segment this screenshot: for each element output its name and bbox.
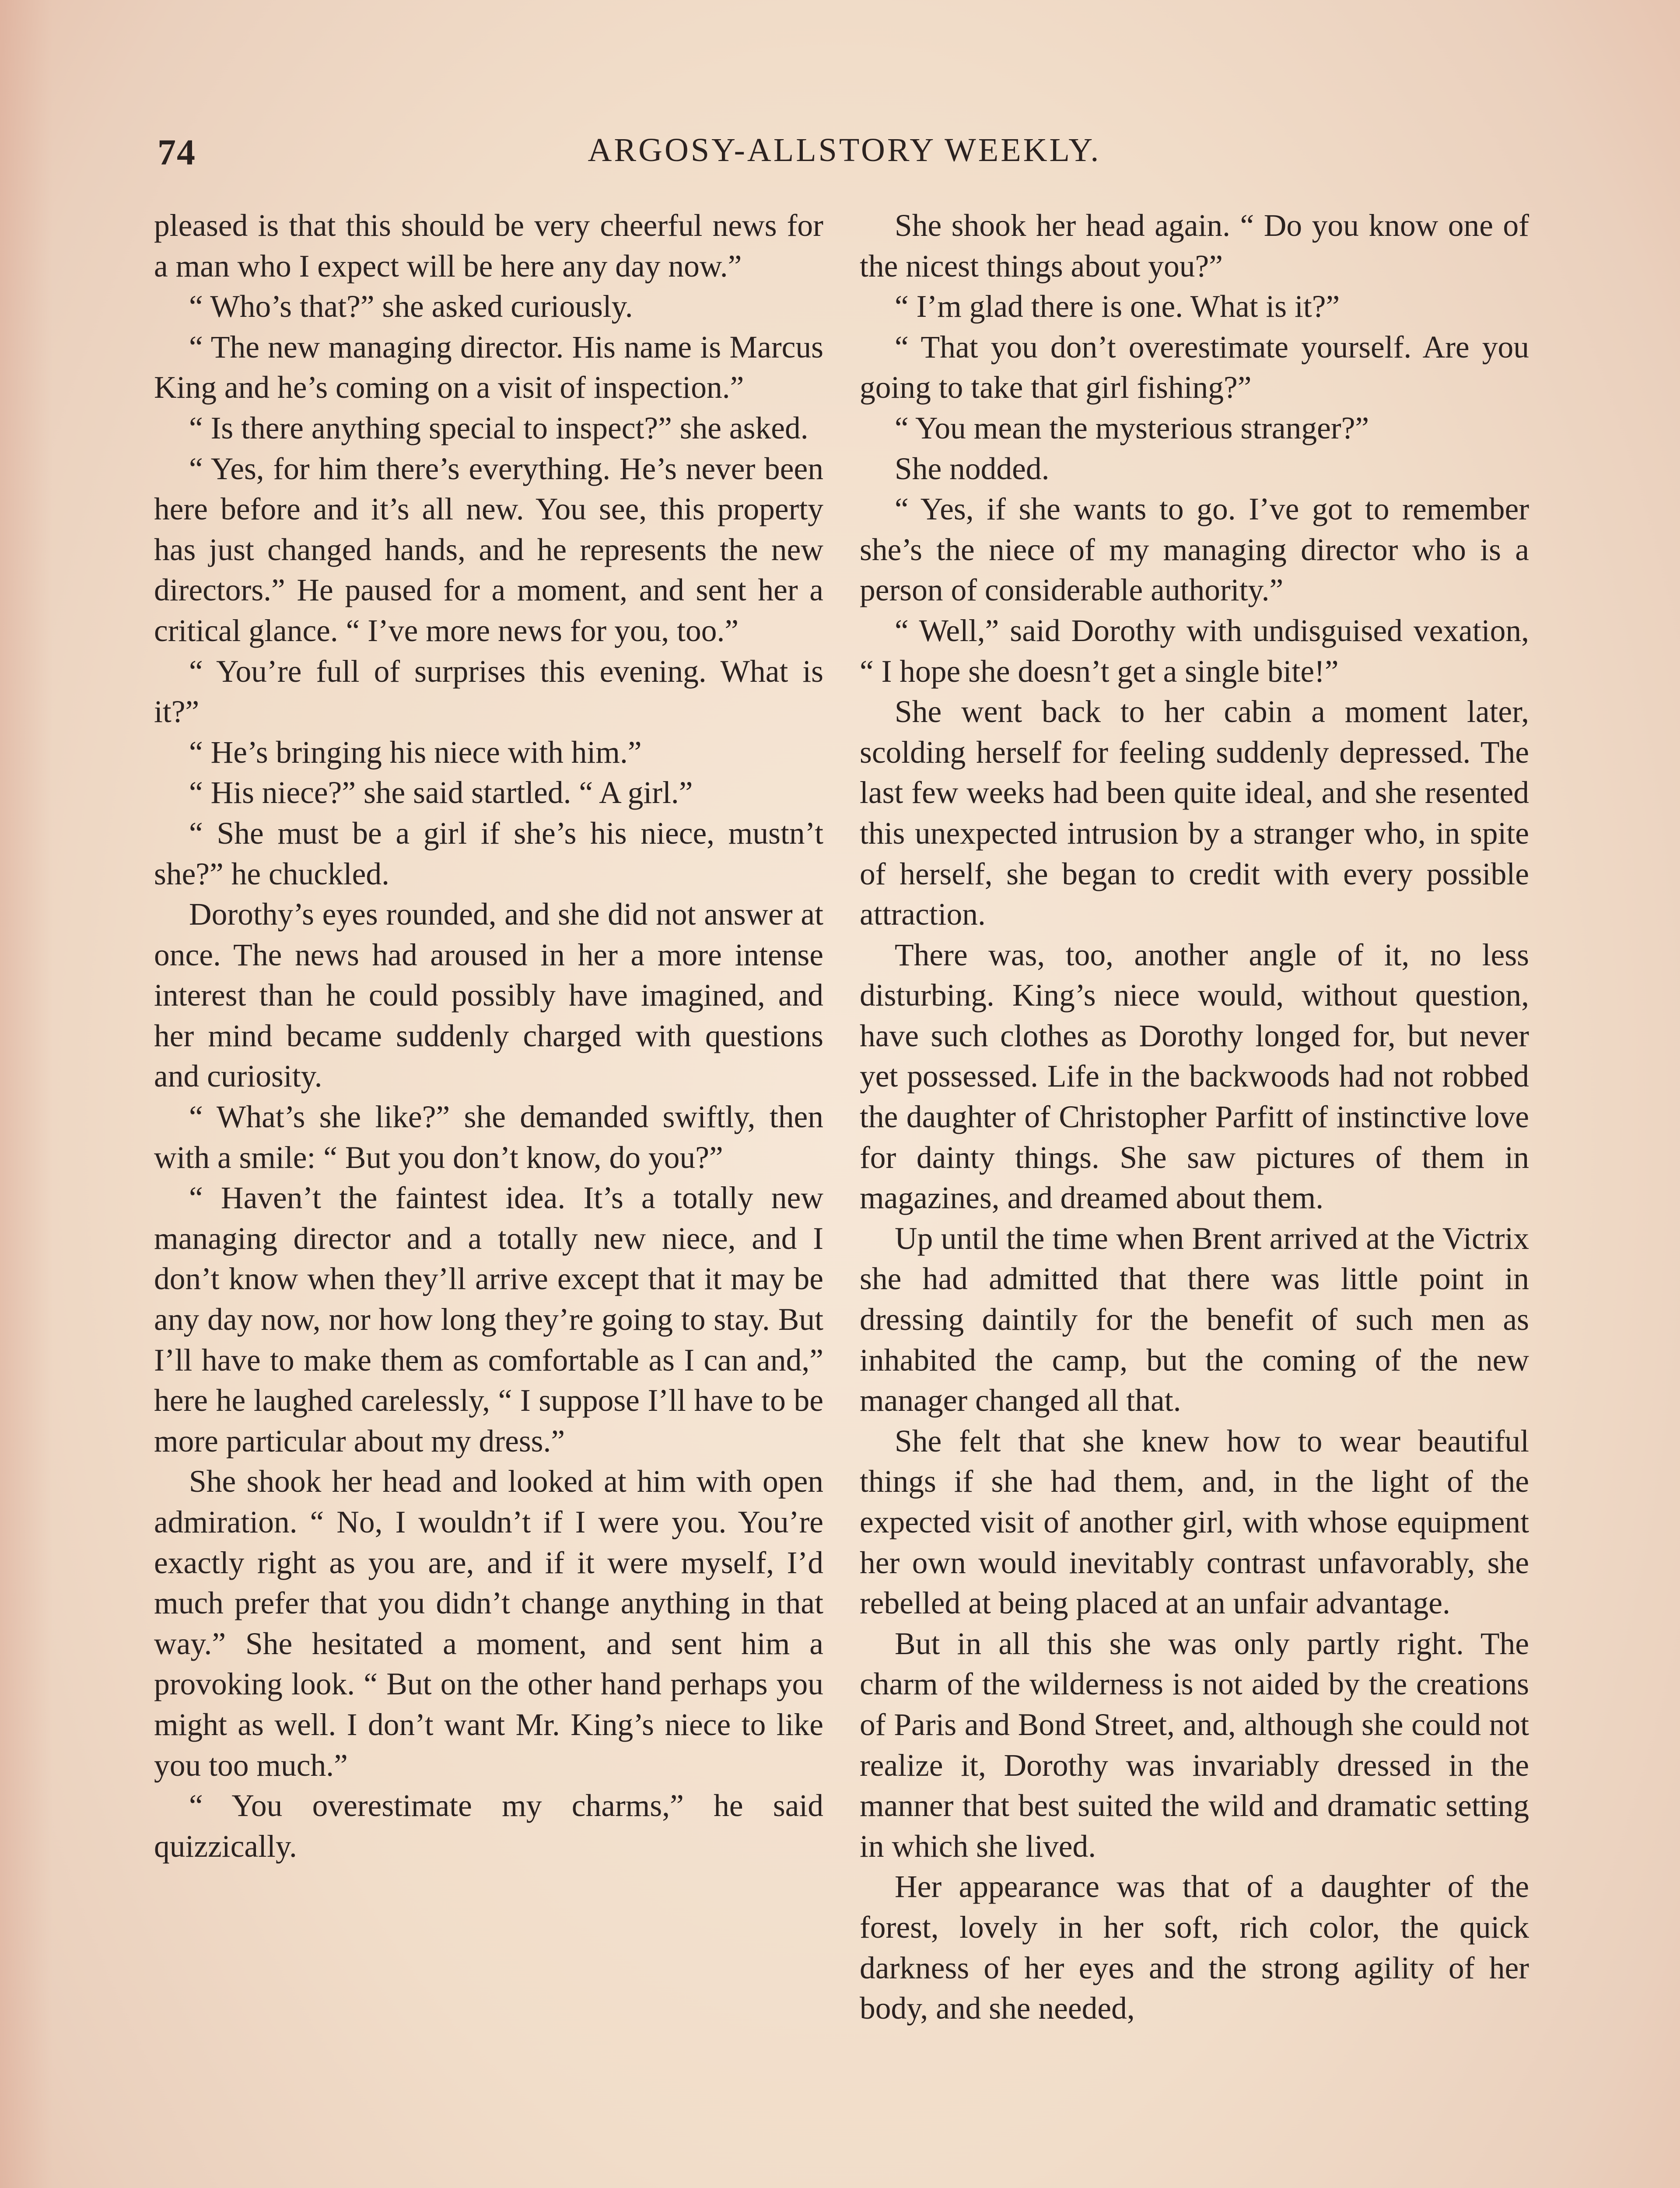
- running-head: ARGOSY-ALLSTORY WEEKLY.: [588, 132, 1101, 168]
- paragraph: “ What’s she like?” she demanded swiftly, then with a smile: “ But you don’t know, do you?”: [154, 1100, 823, 1175]
- paragraph: Dorothy’s eyes rounded, and she did not answer at once. The news had aroused in her a more intense interest than he could possibly have imagined, and her mind became suddenly charged with questions and curiosity.: [154, 897, 823, 1094]
- paragraph: “ The new managing director. His name is Marcus King and he’s coming on a visit of inspection.”: [154, 330, 823, 405]
- paragraph: “ You’re full of surprises this evening. What is it?”: [154, 654, 823, 729]
- paragraph: “ You overestimate my charms,” he said quizzically.: [154, 1788, 823, 1864]
- paragraph: “ Yes, for him there’s everything. He’s never been here before and it’s all new. You see, this property has just changed hands, and he represents the new directors.” He paused for a moment, and sent her a critical glance. “ I’ve more news for you, too.”: [154, 451, 823, 648]
- paragraph: “ Is there anything special to inspect?” she asked.: [189, 410, 808, 445]
- paragraph: pleased is that this should be very cheerful news for a man who I expect will be here any day now.”: [154, 208, 823, 284]
- paragraph: She felt that she knew how to wear beautiful things if she had them, and, in the light of the expected visit of another girl, with whose equipment her own would inevitably contrast unfavorably, she rebelled at being placed at an unfair advantage.: [860, 1424, 1529, 1621]
- paragraph: “ I’m glad there is one. What is it?”: [895, 289, 1340, 324]
- paragraph: But in all this she was only partly right. The charm of the wilderness is not aided by the creations of Paris and Bond Street, and, although she could not realize it, Dorothy was invariably dressed in the manner that best suited the wild and dramatic setting in which she lived.: [860, 1626, 1529, 1864]
- paragraph: She nodded.: [895, 451, 1050, 486]
- paragraph: “ That you don’t overestimate yourself. Are you going to take that girl fishing?”: [860, 330, 1529, 405]
- paragraph: She shook her head and looked at him with open admiration. “ No, I wouldn’t if I were you. You’re exactly right as you are, and if it were myself, I’d much prefer that you didn’t change anything in that way.” She hesitated a moment, and sent him a provoking look. “ But on the other hand perhaps you might as well. I don’t want Mr. King’s niece to like you too much.”: [154, 1464, 823, 1783]
- paragraph: Her appearance was that of a daughter of the forest, lovely in her soft, rich color, the quick darkness of her eyes and the strong agility of her body, and she needed,: [860, 1869, 1529, 2026]
- paragraph: There was, too, another angle of it, no less disturbing. King’s niece would, without question, have such clothes as Dorothy longed for, but never yet possessed. Life in the backwoods had not robbed the daughter of Christopher Parfitt of instinctive love for dainty things. She saw pictures of them in magazines, and dreamed about them.: [860, 937, 1529, 1216]
- paragraph: “ He’s bringing his niece with him.”: [189, 735, 642, 770]
- paragraph: “ Yes, if she wants to go. I’ve got to remember she’s the niece of my managing director who is a person of considerable authority.”: [860, 492, 1529, 608]
- paragraph: She went back to her cabin a moment later, scolding herself for feeling suddenly depressed. The last few weeks had been quite ideal, and she resented this unexpected intrusion by a stranger who, in spite of herself, she began to credit with every possible attraction.: [860, 694, 1529, 932]
- left-column: [154, 206, 823, 1867]
- paragraph: “ Haven’t the faintest idea. It’s a totally new managing director and a totally new niece, and I don’t know when they’ll arrive except that it may be any day now, nor how long they’re going to stay. But I’ll have to make them as comfortable as I can and,” here he laughed carelessly, “ I suppose I’ll have to be more particular about my dress.”: [154, 1181, 823, 1459]
- paragraph: “ Who’s that?” she asked curiously.: [189, 289, 633, 324]
- paragraph: “ His niece?” she said startled. “ A girl.”: [189, 775, 693, 810]
- paragraph: “ You mean the mysterious stranger?”: [895, 410, 1369, 445]
- right-column: [860, 206, 1529, 2029]
- paragraph: Up until the time when Brent arrived at the Victrix she had admitted that there was little point in dressing daintily for the benefit of such men as inhabited the camp, but the coming of the new manager changed all that.: [860, 1221, 1529, 1418]
- paragraph: She shook her head again. “ Do you know one of the nicest things about you?”: [860, 208, 1529, 284]
- paragraph: “ She must be a girl if she’s his niece, mustn’t she?” he chuckled.: [154, 816, 823, 891]
- page-number: 74: [158, 132, 196, 173]
- page-header: [158, 131, 1531, 179]
- page-edge-shading: [0, 0, 52, 2188]
- paragraph: “ Well,” said Dorothy with undisguised vexation, “ I hope she doesn’t get a single bite!”: [860, 613, 1529, 689]
